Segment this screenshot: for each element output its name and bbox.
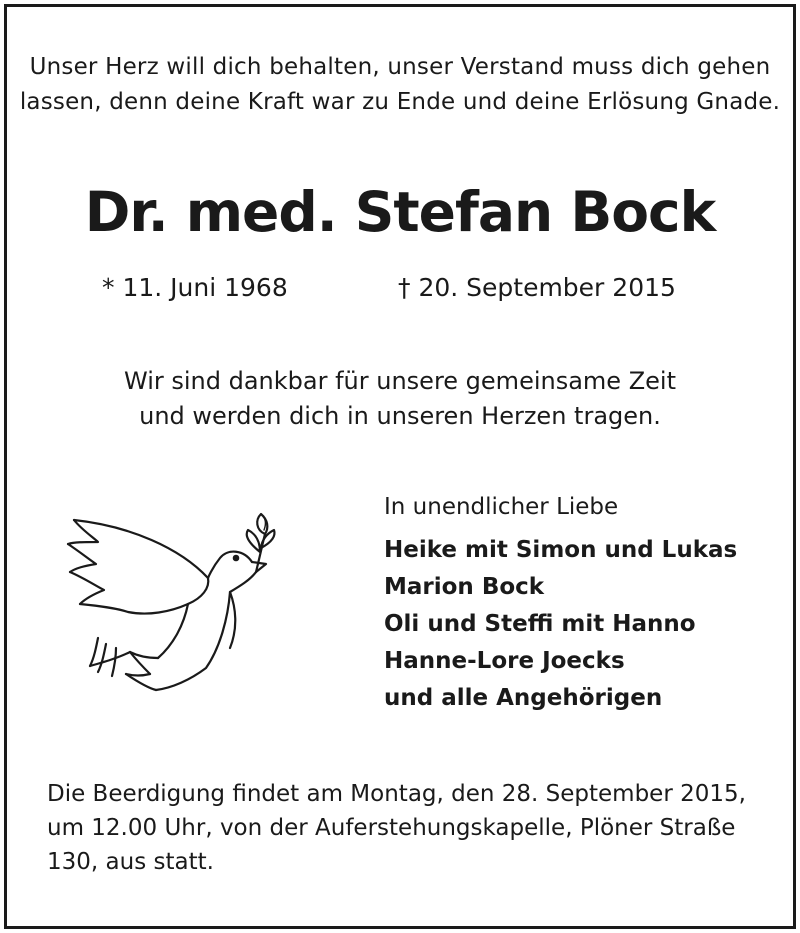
mourner-name: und alle Angehörigen: [384, 685, 663, 711]
motto-line-1: Unser Herz will dich behalten, unser Verstand muss dich gehen: [29, 54, 771, 80]
birth-date: * 11. Juni 1968: [102, 273, 288, 302]
mourner-name: Oli und Steffi mit Hanno: [384, 611, 696, 637]
mourners-list: [384, 532, 784, 717]
funeral-line-1: Die Beerdigung findet am Montag, den 28. September 2015,: [47, 781, 746, 807]
mourners-block: [384, 489, 784, 717]
funeral-notice: [47, 777, 767, 879]
gratitude-line-1: Wir sind dankbar für unsere gemeinsame Zeit: [124, 367, 676, 395]
death-date: † 20. September 2015: [398, 273, 676, 302]
funeral-line-2: um 12.00 Uhr, von der Auferstehungskapelle, Plöner Straße: [47, 815, 736, 841]
mourners-intro: In unendlicher Liebe: [384, 494, 619, 520]
mourner-name: Marion Bock: [384, 574, 545, 600]
funeral-line-3: 130, aus statt.: [47, 849, 214, 875]
motto: [0, 50, 800, 120]
mourner-name: Heike mit Simon und Lukas: [384, 537, 738, 563]
motto-line-2: lassen, denn deine Kraft war zu Ende und deine Erlösung Gnade.: [19, 89, 781, 115]
mourner-name: Hanne-Lore Joecks: [384, 648, 625, 674]
dove-icon: [60, 508, 290, 698]
gratitude-line-2: und werden dich in unseren Herzen tragen.: [139, 402, 661, 430]
gratitude-text: [0, 364, 800, 434]
deceased-name: Dr. med. Stefan Bock: [84, 180, 716, 244]
